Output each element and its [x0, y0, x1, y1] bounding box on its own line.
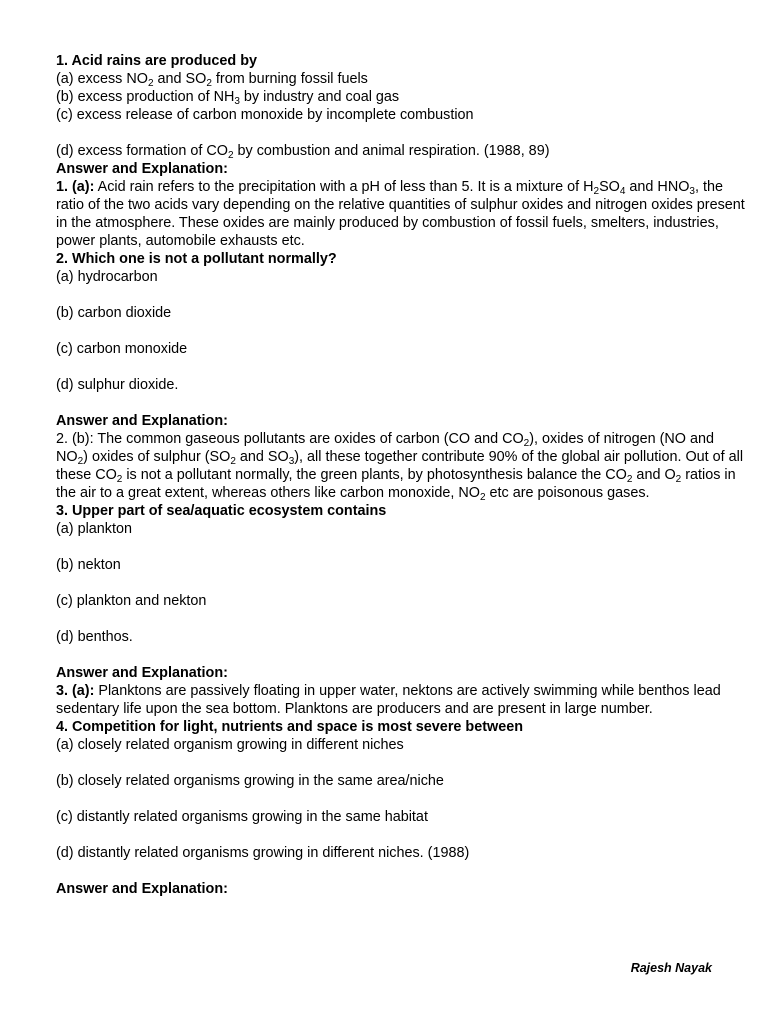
- q4-option-c: (c) distantly related organisms growing in the same habitat: [56, 809, 428, 825]
- q1-option-a: (a) excess $NO_2$ and $SO_2$ from burning fossil fuels: [56, 71, 368, 89]
- q1-option-b: (b) excess production of $NH_3$ by industry and coal gas: [56, 89, 400, 107]
- document-body: [56, 52, 746, 898]
- q4-option-a: (a) closely related organism growing in different niches: [56, 737, 404, 753]
- q2-option-c: (c) carbon monoxide: [56, 341, 188, 357]
- q4-option-d: (d) distantly related organisms growing in different niches. (1988): [56, 845, 470, 861]
- q1-answer-heading: Answer and Explanation:: [56, 161, 228, 177]
- q2-explanation: 2. (b): The common gaseous pollutants are oxides of carbon (CO and $CO_2$), oxides of nitrogen (NO and $NO_2$) oxides of sulphur ($SO_2$ and $SO_3$), all these together contribute 90% of the global air pollution. Out of all these $CO_2$ is not a pollutant normally, the green plants, by photosynthesis balance the $CO_2$ and $O_2$ ratios in the air to a great extent, whereas others like carbon monoxide, $NO_2$ etc are poisonous gases.: [56, 431, 744, 503]
- q4-option-b: (b) closely related organisms growing in the same area/niche: [56, 773, 444, 789]
- q2-answer-heading: Answer and Explanation:: [56, 413, 228, 429]
- question-2: 2. Which one is not a pollutant normally?: [56, 251, 337, 267]
- q3-option-a: (a) plankton: [56, 521, 132, 537]
- q1-option-d: (d) excess formation of $CO_2$ by combustion and animal respiration. (1988, 89): [56, 143, 550, 161]
- q1-option-c: (c) excess release of carbon monoxide by incomplete combustion: [56, 107, 474, 123]
- q1-explanation: 1. (a): Acid rain refers to the precipitation with a pH of less than 5. It is a mixture of $H_2SO_4$ and $HNO_3$, the ratio of the two acids vary depending on the relative quantities of sulphur oxides and nitrogen oxides present in the atmosphere. These oxides are mainly produced by combustion of fossil fuels, smelters, industries, power plants, automobile exhausts etc.: [56, 179, 745, 249]
- q3-explanation: 3. (a): Planktons are passively floating in upper water, nektons are actively swimming while benthos lead sedentary life upon the sea bottom. Planktons are producers and are present in large number.: [56, 683, 721, 717]
- q3-option-b: (b) nekton: [56, 557, 121, 573]
- question-4: 4. Competition for light, nutrients and space is most severe between: [56, 719, 523, 735]
- q3-answer-heading: Answer and Explanation:: [56, 665, 228, 681]
- q4-answer-heading: Answer and Explanation:: [56, 881, 228, 897]
- q2-option-b: (b) carbon dioxide: [56, 305, 172, 321]
- question-1: 1. Acid rains are produced by: [56, 53, 257, 69]
- q3-option-c: (c) plankton and nekton: [56, 593, 207, 609]
- q2-option-a: (a) hydrocarbon: [56, 269, 158, 285]
- q2-option-d: (d) sulphur dioxide.: [56, 377, 179, 393]
- question-3: 3. Upper part of sea/aquatic ecosystem contains: [56, 503, 387, 519]
- q3-option-d: (d) benthos.: [56, 629, 133, 645]
- footer-author: Rajesh Nayak: [630, 961, 712, 975]
